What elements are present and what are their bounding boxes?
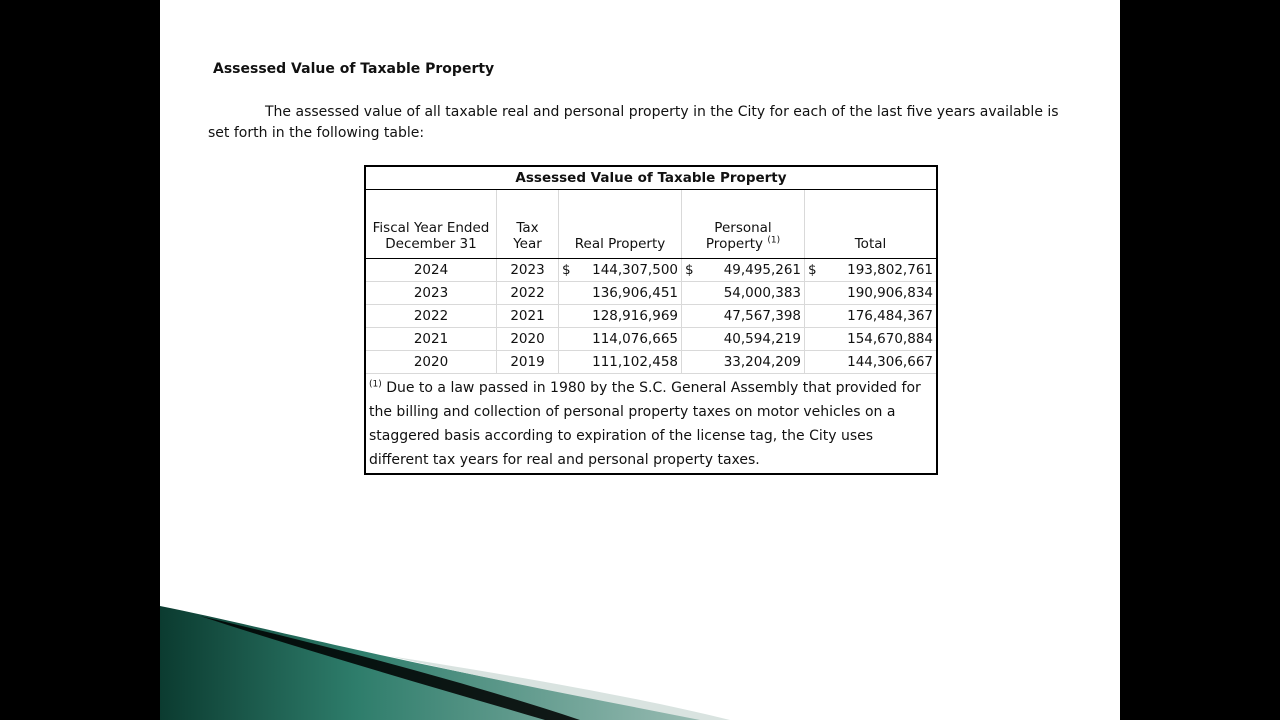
footnote [365,374,937,475]
currency-symbol: $ [562,262,571,278]
cell-real [559,259,682,282]
header-real-property: Real Property [559,236,682,259]
cell-personal [682,259,805,282]
table-row [365,305,937,328]
currency-symbol: $ [808,262,817,278]
cell-personal: 54,000,383 [682,282,805,305]
footnote-marker: (1) [369,379,382,390]
cell-fiscal-year: 2021 [365,328,497,351]
total-value: 193,802,761 [847,262,933,278]
header-personal-property [682,236,805,259]
cell-tax-year: 2020 [497,328,559,351]
cell-fiscal-year: 2023 [365,282,497,305]
intro-paragraph: The assessed value of all taxable real and personal property in the City for each of the last five years available is set forth in the following table: [208,104,1059,141]
cell-real: 111,102,458 [559,351,682,374]
currency-symbol: $ [685,262,694,278]
cell-fiscal-year: 2022 [365,305,497,328]
header-real-1 [559,190,682,237]
header-tax-year-2: Year [497,236,559,259]
decorative-swoosh [160,600,1120,720]
header-total: Total [805,236,938,259]
header-fiscal-year-1: Fiscal Year Ended [372,220,490,236]
header-footnote-ref: (1) [767,235,781,246]
cell-total: 190,906,834 [805,282,938,305]
cell-tax-year: 2019 [497,351,559,374]
header-personal-1: Personal [682,190,805,237]
table-row [365,328,937,351]
cell-fiscal-year: 2024 [365,259,497,282]
cell-tax-year: 2021 [497,305,559,328]
cell-total: 144,306,667 [805,351,938,374]
table-title: Assessed Value of Taxable Property [365,166,937,190]
cell-real: 128,916,969 [559,305,682,328]
cell-personal: 40,594,219 [682,328,805,351]
cell-tax-year: 2022 [497,282,559,305]
header-tax-year-1: Tax [497,190,559,237]
header-row-1 [365,190,937,237]
header-fiscal-year-2: December 31 [365,236,497,259]
slide [160,0,1120,720]
cell-real: 114,076,665 [559,328,682,351]
table-row [365,351,937,374]
cell-total [805,259,938,282]
table-row [365,259,937,282]
table-title-row [365,166,937,190]
header-total-1 [805,190,938,237]
cell-personal: 47,567,398 [682,305,805,328]
real-value: 144,307,500 [592,262,678,278]
personal-value: 49,495,261 [723,262,801,278]
cell-fiscal-year: 2020 [413,354,449,370]
assessed-value-table [364,165,938,475]
cell-total: 154,670,884 [805,328,938,351]
table-row [365,282,937,305]
section-heading: Assessed Value of Taxable Property [213,61,495,77]
header-row-2 [365,236,937,259]
footnote-row [365,374,937,475]
cell-total: 176,484,367 [805,305,938,328]
footnote-text: Due to a law passed in 1980 by the S.C. General Assembly that provided for the billing and collection of personal property taxes on motor vehicles on a staggered basis according to expiration of the license tag, the City uses different tax years for real and personal property taxes. [369,380,921,468]
header-personal-2: Property [705,236,764,252]
cell-real: 136,906,451 [559,282,682,305]
cell-personal: 33,204,209 [682,351,805,374]
cell-tax-year: 2023 [497,259,559,282]
